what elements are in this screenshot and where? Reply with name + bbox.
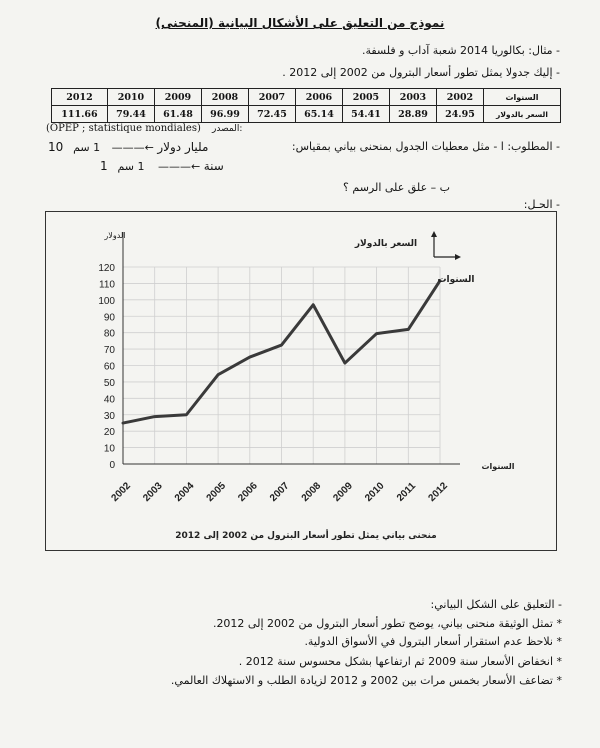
- source-citation: [46, 123, 242, 134]
- task-line: - إليك جدولا يمثل تطور أسعار البترول من 2002 إلى 2012 .: [282, 66, 560, 79]
- scale-value: 10 مليار دولار: [48, 140, 209, 154]
- chart-title: منحنى بياني يمثل تطور أسعار البترول من 2002 إلى 2012: [175, 531, 437, 541]
- scale-unit: 1 سم: [73, 141, 101, 154]
- table-cell: 111.66: [52, 106, 108, 123]
- table-cell: 65.14: [295, 106, 342, 123]
- y-tick-label: 60: [103, 361, 115, 373]
- table-cell: 2010: [107, 89, 154, 106]
- x-tick-label: 2009: [331, 480, 355, 504]
- table-row-header: السنوات: [483, 89, 560, 106]
- y-tick-label: 110: [99, 279, 115, 291]
- arrow-left-icon: ←———: [158, 160, 201, 173]
- x-tick-label: 2002: [109, 480, 133, 504]
- table-cell: 28.89: [389, 106, 436, 123]
- table-cell: 2002: [436, 89, 483, 106]
- table-cell: 72.45: [248, 106, 295, 123]
- legend-label-price: السعر بالدولار: [354, 239, 418, 249]
- table-cell: 96.99: [201, 106, 248, 123]
- table-cell: 2009: [154, 89, 201, 106]
- scale-row-1: [48, 140, 208, 154]
- y-tick-label: 120: [98, 263, 115, 274]
- table-cell: 54.41: [342, 106, 389, 123]
- y-tick-label: 30: [103, 410, 115, 422]
- legend-label-years: السنوات: [437, 275, 475, 285]
- source-label: المصدر:: [212, 124, 243, 134]
- comment-item: * انخفاض الأسعار سنة 2009 ثم ارتفاعها بشكل محسوس سنة 2012 .: [238, 655, 562, 668]
- y-axis-label: الدولار: [104, 231, 126, 240]
- table-cell: 2008: [201, 89, 248, 106]
- example-line: - مثال: بكالوريا 2014 شعبة آداب و فلسفة.: [361, 44, 560, 57]
- question-b: ب – علق على الرسم ؟: [343, 181, 450, 194]
- page-title: نموذج من التعليق على الأشكال البيانية (المنحنى): [155, 16, 445, 30]
- table-cell: 2005: [342, 89, 389, 106]
- y-tick-label: 10: [103, 443, 115, 455]
- comment-item: * تمثل الوثيقة منحنى بياني، يوضح تطور أسعار البترول من 2002 إلى 2012.: [212, 617, 562, 630]
- comment-item: * نلاحظ عدم استقرار أسعار البترول في الأسواق الدولية.: [304, 635, 562, 648]
- table-cell: 2012: [52, 89, 108, 106]
- legend-arrow-up-icon: [431, 231, 437, 237]
- table-row-prices: [52, 106, 561, 123]
- x-tick-label: 2012: [426, 480, 450, 504]
- table-cell: 2007: [248, 89, 295, 106]
- legend-arrow-right-icon: [455, 254, 461, 260]
- x-tick-label: 2006: [236, 480, 260, 504]
- table-cell: 2006: [295, 89, 342, 106]
- x-tick-label: 2007: [267, 480, 292, 504]
- y-tick-label: 50: [103, 377, 115, 389]
- x-tick-label: 2011: [394, 480, 419, 504]
- chart-container: [45, 211, 557, 551]
- y-tick-label: 70: [103, 345, 115, 357]
- table-cell: 24.95: [436, 106, 483, 123]
- table-row-years: [52, 89, 561, 106]
- table-cell: 61.48: [154, 106, 201, 123]
- solution-label: - الحـل:: [523, 198, 560, 211]
- x-tick-label: 2003: [141, 480, 165, 504]
- x-axis-label: السنوات: [481, 462, 515, 471]
- scale-row-2: [100, 159, 224, 173]
- comment-item: * تضاعف الأسعار بخمس مرات بين 2002 و 2012 لزيادة الطلب و الاستهلاك العالمي.: [170, 674, 562, 687]
- scale-unit: 1 سم: [117, 160, 145, 173]
- x-tick-label: 2005: [204, 480, 229, 504]
- line-chart: [46, 212, 556, 550]
- y-tick-label: 80: [103, 328, 115, 340]
- y-tick-label: 90: [103, 312, 115, 324]
- source-text: (OPEP ; statistique mondiales): [46, 123, 201, 134]
- arrow-left-icon: ←———: [111, 141, 154, 154]
- table-cell: 79.44: [107, 106, 154, 123]
- comments-title: - التعليق على الشكل البياني:: [430, 598, 562, 611]
- y-tick-label: 100: [98, 295, 115, 307]
- prices-table: [51, 88, 561, 123]
- table-row-header: السعر بالدولار: [483, 106, 560, 123]
- x-tick-label: 2008: [299, 480, 324, 504]
- table-cell: 2003: [389, 89, 436, 106]
- y-tick-label: 0: [109, 460, 115, 471]
- x-tick-label: 2004: [172, 480, 197, 504]
- requirements-line: - المطلوب: ا - مثل معطيات الجدول بمنحنى بياني بمقياس:: [291, 140, 560, 153]
- x-tick-label: 2010: [363, 480, 387, 504]
- y-tick-label: 40: [103, 394, 115, 406]
- scale-value: 1 سنة: [100, 159, 224, 173]
- y-tick-label: 20: [103, 427, 115, 439]
